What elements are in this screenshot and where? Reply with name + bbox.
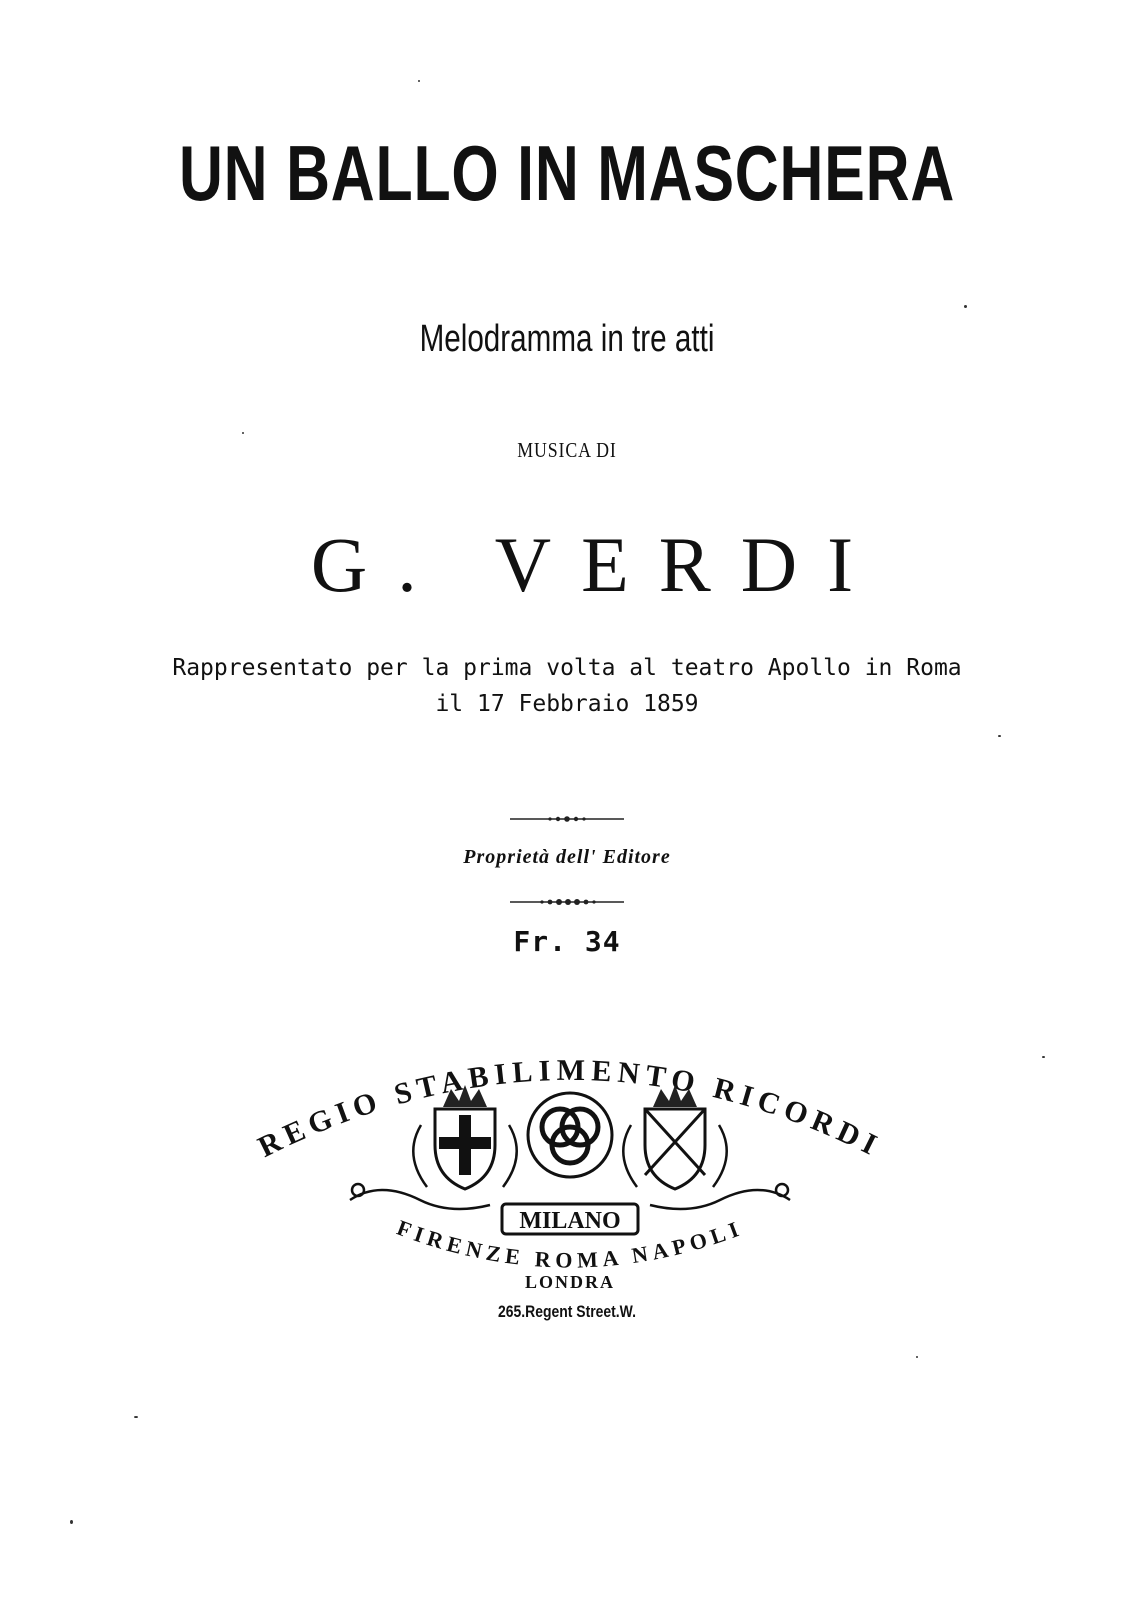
scan-speck	[964, 305, 967, 308]
milano-banner	[502, 1204, 638, 1234]
scan-speck	[916, 1356, 918, 1358]
scan-speck	[134, 1416, 138, 1418]
music-by-label: MUSICA DI	[517, 438, 617, 462]
publisher-address: 265.Regent Street.W.	[498, 1302, 636, 1321]
opera-subtitle: Melodramma in tre atti	[419, 318, 715, 360]
scan-speck	[418, 80, 420, 82]
emblem-london: LONDRA	[524, 1272, 616, 1292]
premiere-note	[0, 650, 1134, 722]
premiere-line-1: Rappresentato per la prima volta al teatro Apollo in Roma	[172, 655, 962, 681]
ornamental-rule-top	[510, 814, 624, 824]
scan-speck	[70, 1520, 73, 1524]
publisher-rights: Proprietà dell' Editore	[463, 846, 671, 868]
interlocked-rings-icon	[528, 1093, 612, 1177]
composer-name: G. VERDI	[310, 521, 884, 608]
opera-title: UN BALLO IN MASCHERA	[178, 129, 956, 217]
emblem-branches: FIRENZE ROMA NAPOLI	[393, 1214, 747, 1273]
premiere-line-2: il 17 Febbraio 1859	[435, 691, 699, 717]
emblem-city: MILANO	[519, 1208, 621, 1234]
scan-speck	[242, 432, 244, 434]
scan-speck	[1042, 1056, 1045, 1058]
ornamental-rule-bottom	[510, 897, 624, 907]
price: Fr. 34	[513, 925, 621, 958]
emblem-arc-text: REGIO STABILIMENTO RICORDI	[252, 1053, 888, 1164]
ricordi-publisher-emblem	[250, 1040, 890, 1310]
scan-speck	[998, 735, 1001, 737]
